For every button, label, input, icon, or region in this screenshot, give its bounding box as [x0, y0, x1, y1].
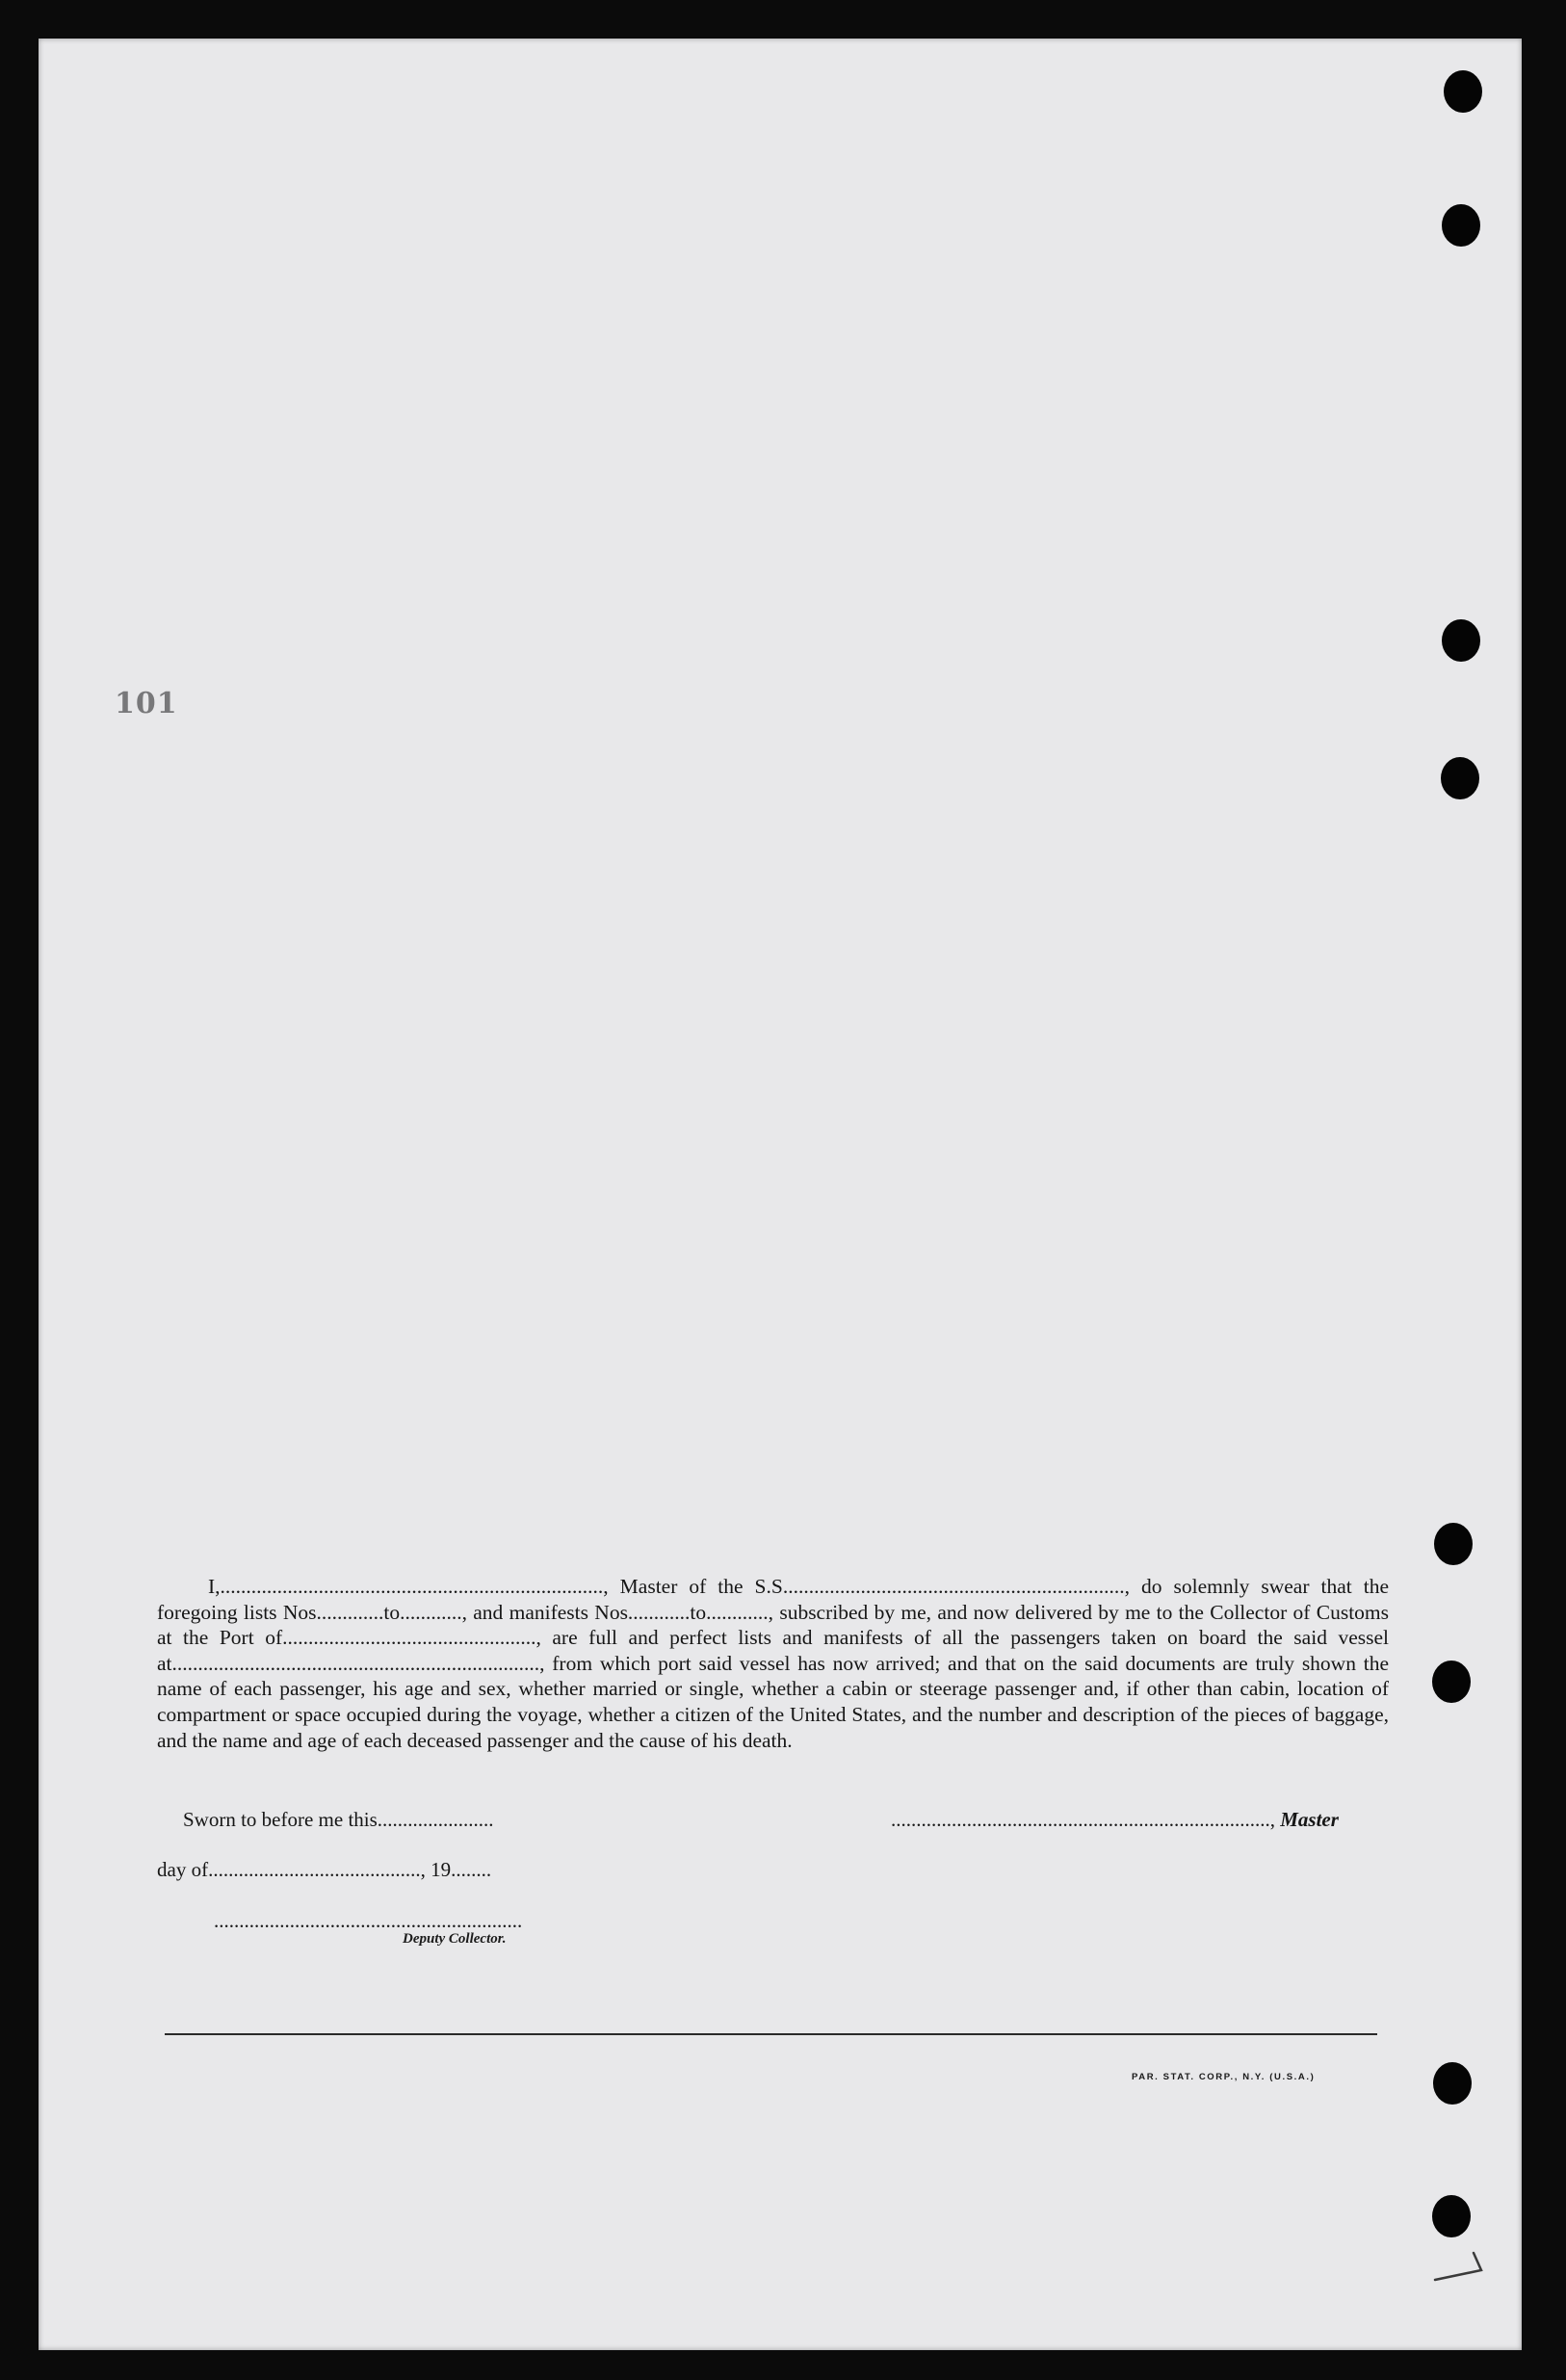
sworn-line: Sworn to before me this....................... [183, 1808, 494, 1831]
oath-line: delivered by me to the Collector of Customs at the Port of................................................., are full and perfect lists and [157, 1600, 1390, 1650]
oath-line: I,.........................................................................., Master of the S.S.................................................................., do solemnly [208, 1575, 1250, 1598]
master-signature-line [891, 1808, 1339, 1832]
oath-line: sex, whether married or single, whether a cabin or steerage passenger and, if other than cabin, location of compartment [157, 1677, 1389, 1726]
oath-line: manifests of all the passengers taken on board the said vessel at......................................................................., from which [157, 1626, 1390, 1675]
oath-line: swear that the foregoing lists Nos.............to............, and manifests Nos............to............, subscribed by me, and now [157, 1575, 1389, 1624]
punch-hole [1433, 2062, 1472, 2105]
punch-hole [1444, 70, 1482, 113]
margin-smudge: 101 [115, 687, 178, 720]
punch-hole [1432, 1661, 1471, 1703]
punch-hole [1441, 757, 1479, 799]
oath-line: or space occupied during the voyage, whether a citizen of the United States, and the number and description of the pieces [272, 1702, 1287, 1726]
punch-hole [1442, 619, 1480, 662]
punch-hole [1434, 1523, 1473, 1565]
printer-imprint: PAR. STAT. CORP., N.Y. (U.S.A.) [1132, 2072, 1316, 2082]
oath-line: of baggage, and the name and age of each deceased passenger and the cause of his death. [157, 1702, 1389, 1752]
corner-pencil-mark [1427, 2249, 1495, 2288]
punch-hole [1432, 2195, 1471, 2237]
master-label: Master [1280, 1808, 1339, 1831]
deputy-collector-label: Deputy Collector. [403, 1931, 507, 1947]
day-line: day of.........................................., 19........ [157, 1858, 492, 1881]
manifest-page [39, 39, 1522, 2350]
deputy-signature-dots: ............................................................. [214, 1909, 523, 1932]
punch-hole [1442, 204, 1480, 247]
master-signature-dots: ..........................................................................., [891, 1808, 1275, 1831]
horizontal-rule [165, 2033, 1377, 2035]
oath-paragraph [157, 1574, 1389, 1753]
oath-line: port said vessel has now arrived; and that on the said documents are truly shown the name of each passenger, his age and [157, 1651, 1389, 1701]
